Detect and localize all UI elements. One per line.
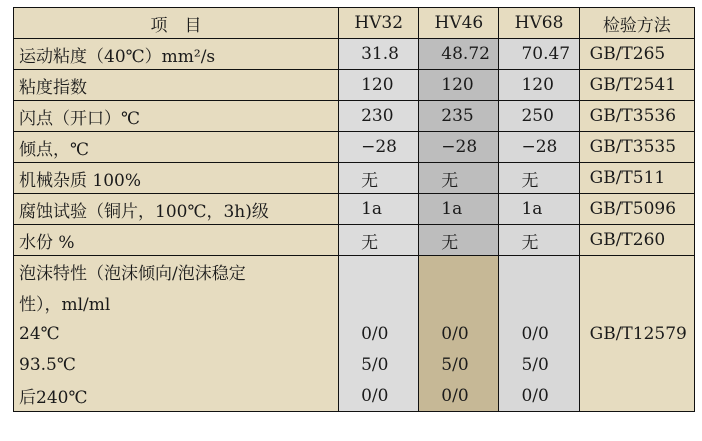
foam-value-hv32: 5/0 (339, 349, 419, 380)
row-value-hv68: −28 (499, 132, 579, 163)
table-header-row (14, 8, 695, 39)
foam-value-hv46: 5/0 (419, 349, 499, 380)
header-grade-hv32: HV32 (339, 8, 419, 39)
row-method: GB/T2541 (579, 70, 694, 101)
row-method: GB/T260 (579, 225, 694, 256)
foam-method: GB/T12579 (579, 318, 694, 349)
foam-title-row-1 (14, 256, 695, 288)
foam-value-hv46: 0/0 (419, 380, 499, 412)
row-value-hv46: −28 (419, 132, 499, 163)
row-value-hv46: 235 (419, 101, 499, 132)
header-item: 项 目 (14, 8, 339, 39)
foam-value-hv68: 0/0 (499, 318, 579, 349)
table-row (14, 39, 695, 70)
foam-value-hv68: 5/0 (499, 349, 579, 380)
foam-sub-row (14, 349, 695, 380)
table-row (14, 70, 695, 101)
row-method: GB/T5096 (579, 194, 694, 225)
row-value-hv68: 无 (499, 163, 579, 194)
foam-sub-label: 93.5℃ (14, 349, 339, 380)
row-item: 粘度指数 (14, 70, 339, 101)
foam-value-hv32: 0/0 (339, 318, 419, 349)
row-value-hv68: 1a (499, 194, 579, 225)
row-value-hv32: 120 (339, 70, 419, 101)
row-value-hv32: 230 (339, 101, 419, 132)
foam-sub-row (14, 318, 695, 349)
row-item: 闪点（开口）℃ (14, 101, 339, 132)
foam-value-hv32: 0/0 (339, 380, 419, 412)
row-value-hv32: 1a (339, 194, 419, 225)
row-method: GB/T511 (579, 163, 694, 194)
foam-sub-label: 24℃ (14, 318, 339, 349)
row-value-hv68: 250 (499, 101, 579, 132)
row-item: 运动粘度（40℃）mm²/s (14, 39, 339, 70)
spec-table (13, 7, 695, 412)
row-value-hv46: 48.72 (419, 39, 499, 70)
row-value-hv32: −28 (339, 132, 419, 163)
foam-value-hv68: 0/0 (499, 380, 579, 412)
foam-title-line2: 性），ml/ml (14, 287, 339, 318)
row-item: 水份 % (14, 225, 339, 256)
table-row (14, 225, 695, 256)
table-row (14, 132, 695, 163)
row-value-hv32: 无 (339, 225, 419, 256)
header-grade-hv46: HV46 (419, 8, 499, 39)
foam-value-hv46: 0/0 (419, 318, 499, 349)
row-value-hv32: 无 (339, 163, 419, 194)
row-item: 倾点，℃ (14, 132, 339, 163)
foam-sub-row (14, 380, 695, 412)
foam-title-line1: 泡沫特性（泡沫倾向/泡沫稳定 (14, 256, 339, 288)
row-item: 腐蚀试验（铜片，100℃，3h)级 (14, 194, 339, 225)
foam-title-row-2 (14, 287, 695, 318)
row-value-hv46: 无 (419, 225, 499, 256)
row-value-hv46: 1a (419, 194, 499, 225)
foam-sub-label: 后240℃ (14, 380, 339, 412)
table-row (14, 101, 695, 132)
table-row (14, 163, 695, 194)
row-method: GB/T3536 (579, 101, 694, 132)
header-grade-hv68: HV68 (499, 8, 579, 39)
row-value-hv46: 120 (419, 70, 499, 101)
row-item: 机械杂质 100% (14, 163, 339, 194)
row-value-hv32: 31.8 (339, 39, 419, 70)
table-row (14, 194, 695, 225)
header-method: 检验方法 (579, 8, 694, 39)
row-method: GB/T3535 (579, 132, 694, 163)
row-value-hv68: 无 (499, 225, 579, 256)
row-value-hv68: 70.47 (499, 39, 579, 70)
row-value-hv46: 无 (419, 163, 499, 194)
row-value-hv68: 120 (499, 70, 579, 101)
row-method: GB/T265 (579, 39, 694, 70)
